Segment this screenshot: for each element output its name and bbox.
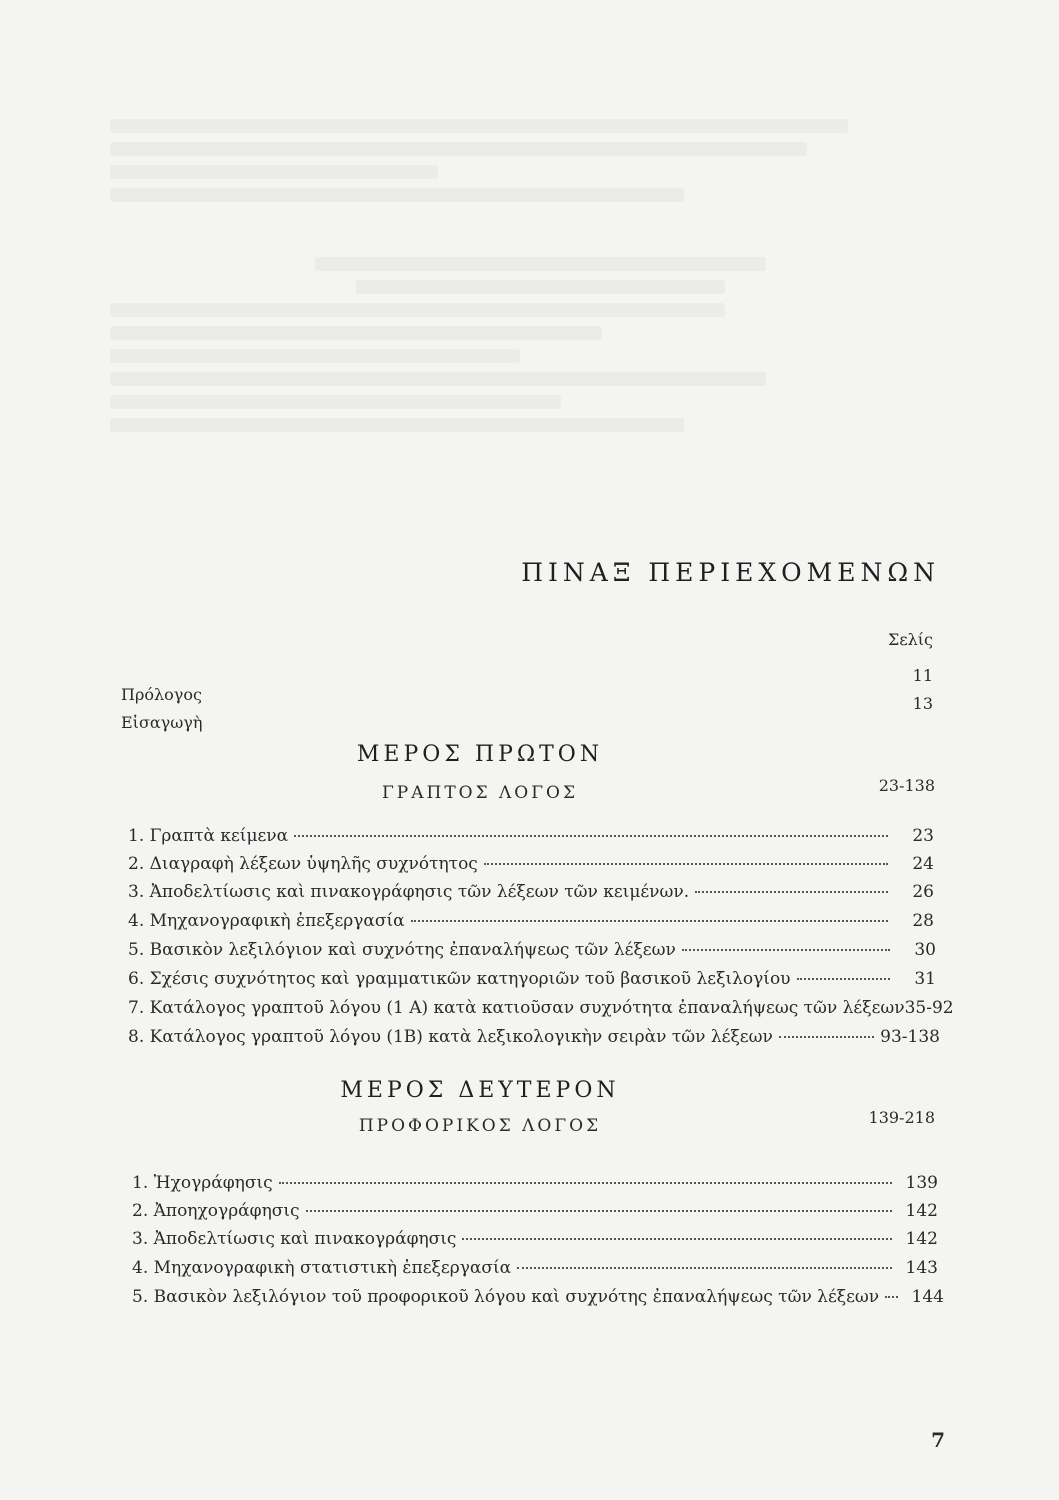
entry-label: 6. Σχέσις συχνότητος καὶ γραμματικῶν κατηγοριῶν τοῦ βασικοῦ λεξιλογίου [128, 969, 791, 989]
entry-page: 144 [911, 1287, 944, 1307]
entry-label: 3. Ἀποδελτίωσις καὶ πινακογράφησις τῶν λέξεων τῶν κειμένων. [128, 882, 690, 902]
entry-label: 2. Ἀποηχογράφησις [132, 1201, 300, 1221]
entry-label: 5. Βασικὸν λεξιλόγιον καὶ συχνότης ἐπαναλήψεως τῶν λέξεων [128, 940, 676, 960]
entry-label: 7. Κατάλογος γραπτοῦ λόγου (1 Α) κατὰ κατιοῦσαν συχνότητα ἐπαναλήψεως τῶν λέξεων [128, 998, 905, 1018]
toc-entry [132, 1173, 938, 1193]
leader-dots [411, 920, 888, 922]
toc-entry [128, 1027, 940, 1047]
entry-label: 1. Γραπτὰ κείμενα [128, 826, 289, 846]
leader-dots [797, 978, 890, 980]
leader-dots [695, 891, 888, 893]
entry-page: 139 [905, 1173, 938, 1193]
part-two-range: 139-218 [868, 1108, 935, 1127]
leader-dots [462, 1238, 892, 1240]
entry-page: 28 [912, 911, 934, 931]
toc-entry [132, 1258, 938, 1278]
leader-dots [885, 1296, 898, 1298]
part-one-title: ΜΕΡΟΣ ΠΡΩΤΟΝ [356, 742, 604, 767]
entry-label: 8. Κατάλογος γραπτοῦ λόγου (1Β) κατὰ λεξικολογικὴν σειρὰν τῶν λέξεων [128, 1027, 773, 1047]
leader-dots [306, 1210, 892, 1212]
entry-page: 35-92 [904, 998, 954, 1018]
entry-label-introduction: Εἰσαγωγὴ [121, 713, 203, 732]
entry-label: 3. Ἀποδελτίωσις καὶ πινακογράφησις [132, 1229, 457, 1249]
entry-label: 5. Βασικὸν λεξιλόγιον τοῦ προφορικοῦ λόγου καὶ συχνότης ἐπαναλήψεως τῶν λέξεων [132, 1287, 880, 1307]
entry-page: 26 [912, 882, 934, 902]
page-title: ΠΙΝΑΞ ΠΕΡΙΕΧΟΜΕΝΩΝ [521, 558, 940, 587]
leader-dots [294, 835, 888, 837]
leader-dots [517, 1267, 892, 1269]
page-number: 7 [931, 1428, 945, 1452]
entry-page: 23 [912, 826, 934, 846]
entry-label-prologue: Πρόλογος [121, 685, 202, 704]
leader-dots [484, 863, 888, 865]
toc-entry [128, 911, 934, 931]
toc-entry [128, 826, 934, 846]
entry-page: 30 [914, 940, 936, 960]
entry-page: 93-138 [880, 1027, 940, 1047]
toc-entry [132, 1287, 944, 1307]
entry-page: 142 [905, 1201, 938, 1221]
show-through-text [110, 110, 930, 510]
leader-dots [279, 1182, 892, 1184]
toc-entry [128, 998, 954, 1018]
page-column-header: Σελίς [888, 630, 933, 649]
toc-entry [128, 854, 934, 874]
entry-page: 31 [914, 969, 936, 989]
part-two-subtitle: ΠΡΟΦΟΡΙΚΟΣ ΛΟΓΟΣ [358, 1116, 602, 1136]
toc-entry [128, 940, 936, 960]
entry-label: 2. Διαγραφὴ λέξεων ὑψηλῆς συχνότητος [128, 854, 478, 874]
entry-page-introduction: 13 [912, 694, 933, 713]
entry-label: 4. Μηχανογραφικὴ στατιστικὴ ἐπεξεργασία [132, 1258, 512, 1278]
part-one-range: 23-138 [878, 776, 935, 795]
part-two-title: ΜΕΡΟΣ ΔΕΥΤΕΡΟΝ [340, 1078, 620, 1103]
leader-dots [682, 949, 890, 951]
toc-entry [128, 969, 936, 989]
entry-page: 142 [905, 1229, 938, 1249]
entry-page-prologue: 11 [912, 666, 933, 685]
entry-page: 24 [912, 854, 934, 874]
entry-label: 4. Μηχανογραφικὴ ἐπεξεργασία [128, 911, 405, 931]
part-one-subtitle: ΓΡΑΠΤΟΣ ΛΟΓΟΣ [381, 783, 578, 803]
entry-page: 143 [905, 1258, 938, 1278]
entry-label: 1. Ἠχογράφησις [132, 1173, 273, 1193]
toc-entry [132, 1229, 938, 1249]
leader-dots [779, 1036, 874, 1038]
toc-entry [128, 882, 934, 902]
toc-entry [132, 1201, 938, 1221]
